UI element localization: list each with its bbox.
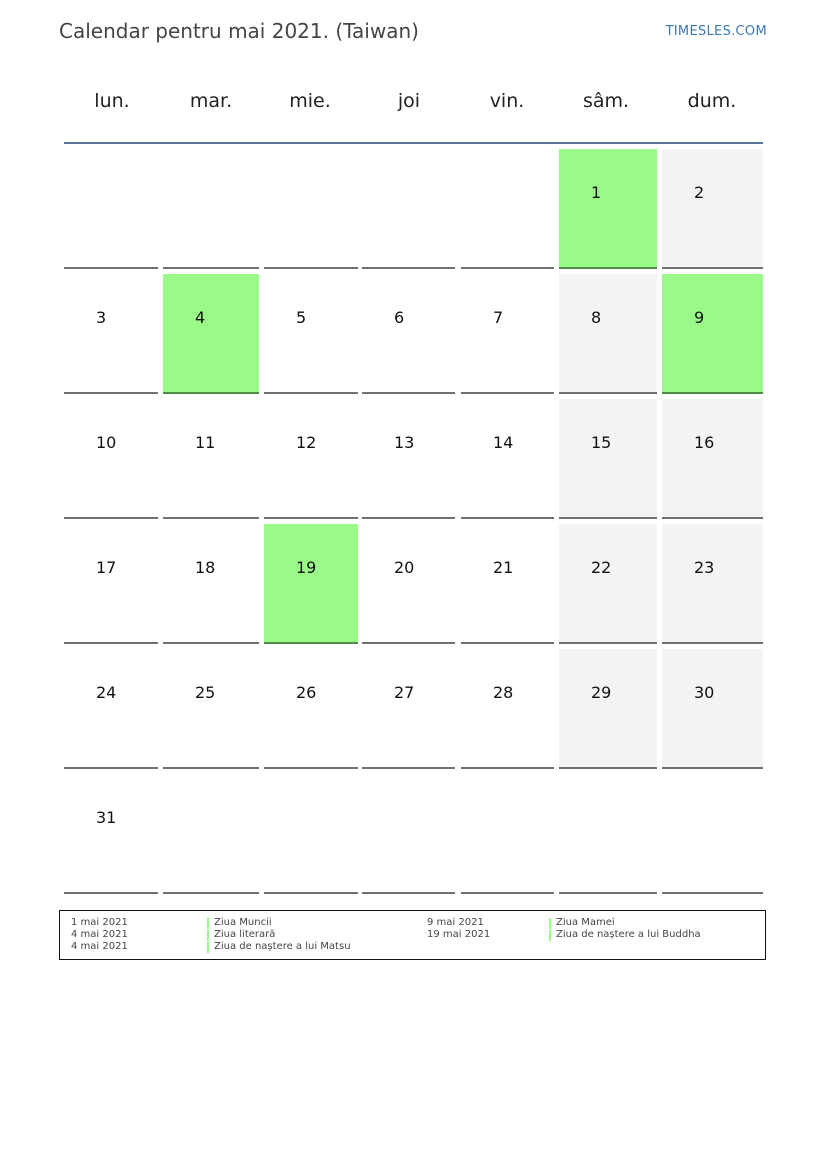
day-cell[interactable] — [362, 274, 455, 394]
day-number: 7 — [493, 308, 504, 327]
holiday-color-marker — [207, 930, 209, 941]
day-number: 17 — [96, 558, 117, 577]
day-number: 26 — [296, 683, 317, 702]
empty-cell — [163, 774, 259, 894]
legend-name: Ziua Muncii — [207, 917, 272, 929]
header-divider — [64, 142, 763, 144]
legend-date: 19 mai 2021 — [427, 929, 491, 940]
weekday-label: vin. — [489, 90, 525, 112]
empty-cell — [64, 149, 158, 269]
day-number: 12 — [296, 433, 317, 452]
legend-name: Ziua literară — [207, 929, 275, 941]
day-cell[interactable] — [64, 649, 158, 769]
day-number: 21 — [493, 558, 514, 577]
day-cell[interactable] — [559, 399, 657, 519]
empty-cell — [559, 774, 657, 894]
day-number: 1 — [591, 183, 602, 202]
empty-cell — [163, 149, 259, 269]
empty-cell — [662, 774, 763, 894]
weekday-label: mie. — [289, 90, 331, 112]
empty-cell — [461, 149, 554, 269]
day-cell[interactable] — [64, 774, 158, 894]
empty-cell — [461, 774, 554, 894]
day-cell[interactable] — [662, 399, 763, 519]
day-number: 4 — [195, 308, 206, 327]
day-cell[interactable] — [559, 524, 657, 644]
day-number: 2 — [694, 183, 705, 202]
day-cell[interactable] — [559, 274, 657, 394]
day-cell[interactable] — [64, 274, 158, 394]
day-cell[interactable] — [362, 524, 455, 644]
day-cell[interactable] — [264, 399, 358, 519]
legend-row — [427, 929, 757, 941]
empty-cell — [362, 774, 455, 894]
day-number: 29 — [591, 683, 612, 702]
day-number: 19 — [296, 558, 317, 577]
day-cell[interactable] — [461, 524, 554, 644]
day-cell[interactable] — [264, 274, 358, 394]
weekday-label: joi — [397, 90, 421, 112]
legend-row — [71, 929, 401, 941]
day-number: 8 — [591, 308, 602, 327]
page-title: Calendar pentru mai 2021. (Taiwan) — [59, 19, 419, 43]
day-number: 27 — [394, 683, 415, 702]
day-number: 30 — [694, 683, 715, 702]
day-number: 13 — [394, 433, 415, 452]
day-cell[interactable] — [461, 274, 554, 394]
legend-row — [71, 941, 401, 953]
day-number: 28 — [493, 683, 514, 702]
weekday-label: mar. — [189, 90, 233, 112]
day-cell[interactable] — [264, 524, 358, 644]
legend-row — [427, 917, 757, 929]
day-number: 14 — [493, 433, 514, 452]
legend-name: Ziua de naștere a lui Buddha — [549, 929, 701, 941]
day-cell[interactable] — [163, 399, 259, 519]
day-cell[interactable] — [64, 524, 158, 644]
holiday-color-marker — [207, 942, 209, 953]
day-cell[interactable] — [662, 149, 763, 269]
day-number: 6 — [394, 308, 405, 327]
empty-cell — [362, 149, 455, 269]
weekday-label: sâm. — [582, 90, 630, 112]
day-number: 24 — [96, 683, 117, 702]
day-cell[interactable] — [559, 149, 657, 269]
day-number: 25 — [195, 683, 216, 702]
day-number: 23 — [694, 558, 715, 577]
legend-name: Ziua Mamei — [549, 917, 615, 929]
day-cell[interactable] — [461, 399, 554, 519]
day-number: 5 — [296, 308, 307, 327]
holiday-color-marker — [549, 918, 551, 929]
day-cell[interactable] — [163, 274, 259, 394]
site-link[interactable]: TIMESLES.COM — [665, 24, 767, 39]
day-number: 10 — [96, 433, 117, 452]
holiday-color-marker — [549, 930, 551, 941]
legend-date: 4 mai 2021 — [71, 941, 128, 952]
day-cell[interactable] — [662, 524, 763, 644]
legend-name: Ziua de naștere a lui Matsu — [207, 941, 351, 953]
day-cell[interactable] — [362, 649, 455, 769]
legend-date: 9 mai 2021 — [427, 917, 484, 928]
legend-row — [71, 917, 401, 929]
day-number: 22 — [591, 558, 612, 577]
day-number: 20 — [394, 558, 415, 577]
empty-cell — [264, 149, 358, 269]
holiday-color-marker — [207, 918, 209, 929]
weekday-label: dum. — [687, 90, 737, 112]
day-cell[interactable] — [461, 649, 554, 769]
legend-date: 4 mai 2021 — [71, 929, 128, 940]
holiday-legend — [59, 910, 766, 960]
empty-cell — [264, 774, 358, 894]
day-number: 16 — [694, 433, 715, 452]
day-number: 11 — [195, 433, 216, 452]
day-cell[interactable] — [362, 399, 455, 519]
day-cell[interactable] — [264, 649, 358, 769]
day-cell[interactable] — [163, 649, 259, 769]
weekday-label: lun. — [94, 90, 130, 112]
day-number: 3 — [96, 308, 107, 327]
day-number: 15 — [591, 433, 612, 452]
day-cell[interactable] — [662, 274, 763, 394]
day-cell[interactable] — [163, 524, 259, 644]
legend-date: 1 mai 2021 — [71, 917, 128, 928]
day-number: 31 — [96, 808, 117, 827]
day-number: 18 — [195, 558, 216, 577]
weekday-header — [64, 90, 763, 118]
day-cell[interactable] — [559, 649, 657, 769]
day-cell[interactable] — [64, 399, 158, 519]
day-cell[interactable] — [662, 649, 763, 769]
day-number: 9 — [694, 308, 705, 327]
